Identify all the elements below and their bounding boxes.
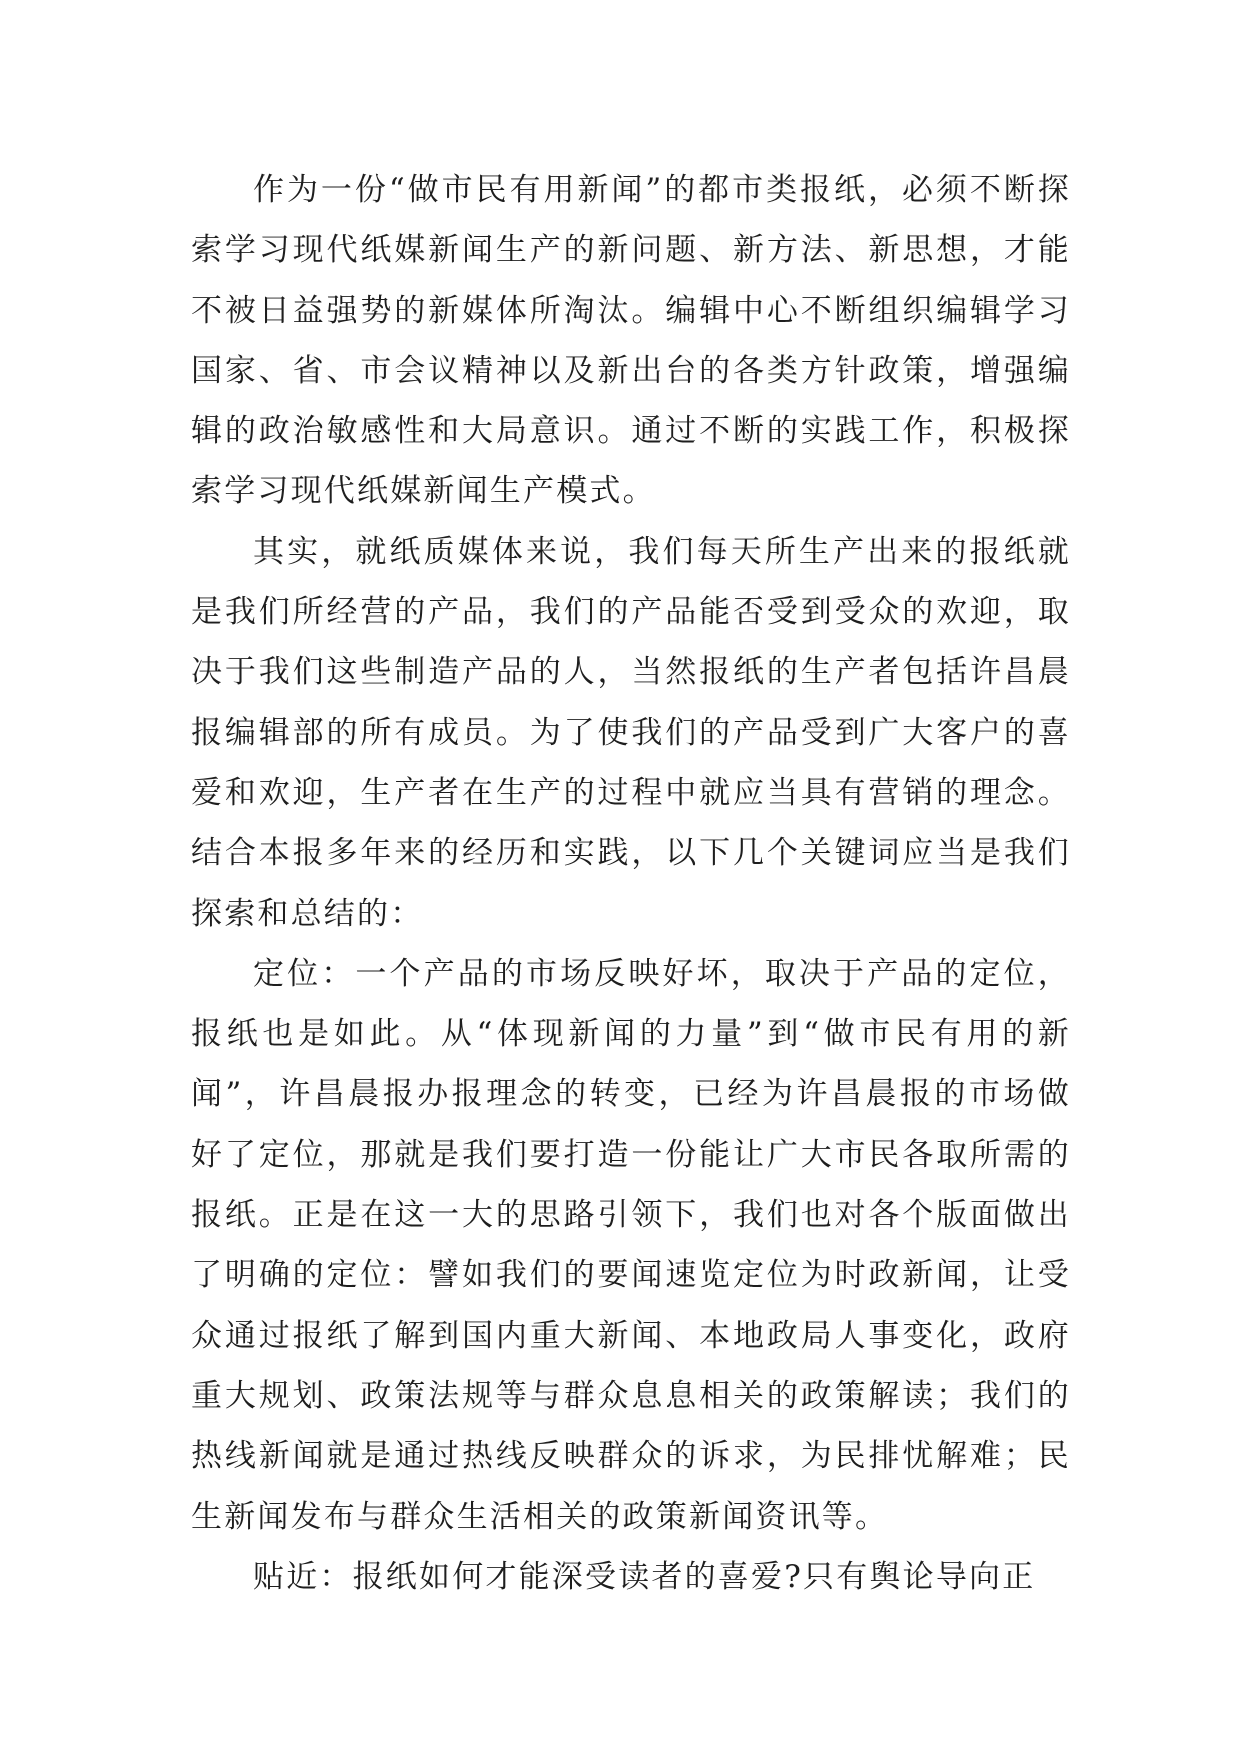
body-text xyxy=(191,160,1071,1607)
paragraph-2: 其实，就纸质媒体来说，我们每天所生产出来的报纸就是我们所经营的产品，我们的产品能否受到受众的欢迎，取决于我们这些制造产品的人，当然报纸的生产者包括许昌晨报编辑部的所有成员。为了使我们的产品受到广大客户的喜爱和欢迎，生产者在生产的过程中就应当具有营销的理念。结合本报多年来的经历和实践，以下几个关键词应当是我们探索和总结的： xyxy=(191,533,1071,932)
paragraph-3: 定位：一个产品的市场反映好坏，取决于产品的定位，报纸也是如此。从“体现新闻的力量”到“做市民有用的新闻”，许昌晨报办报理念的转变，已经为许昌晨报的市场做好了定位，那就是我们要打造一份能让广大市民各取所需的报纸。正是在这一大的思路引领下，我们也对各个版面做出了明确的定位：譬如我们的要闻速览定位为时政新闻，让受众通过报纸了解到国内重大新闻、本地政局人事变化，政府重大规划、政策法规等与群众息息相关的政策解读；我们的热线新闻就是通过热线反映群众的诉求，为民排忧解难；民生新闻发布与群众生活相关的政策新闻资讯等。 xyxy=(191,955,1071,1535)
paragraph-1: 作为一份“做市民有用新闻”的都市类报纸，必须不断探索学习现代纸媒新闻生产的新问题、新方法、新思想，才能不被日益强势的新媒体所淘汰。编辑中心不断组织编辑学习国家、省、市会议精神以及新出台的各类方针政策，增强编辑的政治敏感性和大局意识。通过不断的实践工作，积极探索学习现代纸媒新闻生产模式。 xyxy=(191,172,1071,510)
paragraph-4: 贴近：报纸如何才能深受读者的喜爱?只有舆论导向正 xyxy=(253,1558,1036,1595)
